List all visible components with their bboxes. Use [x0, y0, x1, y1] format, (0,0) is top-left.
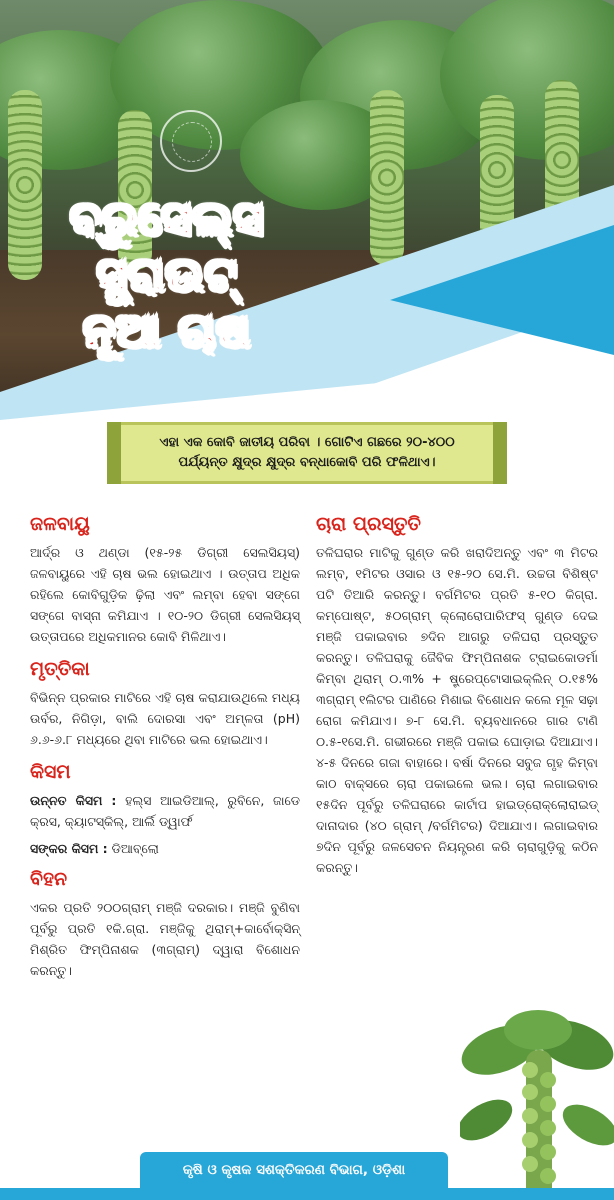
climate-text: ଆର୍ଦ୍ର ଓ ଥଣ୍ଡା (୧୫-୨୫ ଡିଗ୍ରୀ ସେଲସିୟସ୍) ଜଳବାୟୁରେ ଏହି ଚାଷ ଭଲ ହୋଇଥାଏ । ଉତ୍ତାପ ଅଧିକ ରହିଲେ କୋବିଗୁଡ଼ିକ ଢ଼ିଲା ଏବଂ ଲମ୍ବା ହେବା ସଙ୍ଗେ ସଙ୍ଗେ ବାସ୍ନା କମିଯାଏ । ୧୦-୨୦ ଡିଗ୍ରୀ ସେଲସିୟସ୍ ଉତ୍ତାପରେ ଅଧିକମାନର କୋବି ମିଳିଥାଏ। [30, 545, 300, 644]
seed-text: ଏକର ପ୍ରତି ୨୦୦ଗ୍ରାମ୍ ମଞ୍ଜି ଦରକାର। ମଞ୍ଜି ବୁଣିବା ପୂର୍ବରୁ ପ୍ରତି ୧କି.ଗ୍ରା. ମଞ୍ଜିକୁ ଥିରାମ୍+କାର୍ବୋକ୍ସିନ୍ ମିଶ୍ରିତ ଫିମ୍ପିନାଶକ (୩ଗ୍ରାମ୍) ଦ୍ୱାରା ବିଶୋଧନ କରନ୍ତୁ। [30, 900, 300, 978]
hero-photo [0, 0, 614, 420]
brussels-sprout-plant-icon [460, 1010, 614, 1200]
hybrid-varieties-label: ସଙ୍କର କିସମ : [30, 841, 108, 856]
improved-varieties-label: ଉନ୍ନତ କିସମ : [30, 793, 117, 808]
footer-bar [0, 1188, 614, 1200]
varieties-heading: କିସମ [30, 761, 71, 783]
climate-heading: ଜଳବାୟୁ [30, 513, 90, 535]
seed-heading: ବିହନ [30, 868, 68, 890]
intro-text: ଏହା ଏକ କୋବି ଜାତୀୟ ପରିବା । ଗୋଟିଏ ଗଛରେ ୨୦-୪୦୦ ପର୍ଯ୍ୟନ୍ତ କ୍ଷୁଦ୍ର କ୍ଷୁଦ୍ର ବନ୍ଧାକୋବି ପରି ଫଳିଥାଏ। [159, 435, 455, 470]
improved-varieties-value: ହଲ୍ସ ଆଇଡିଆଲ୍, ରୁବିନେ, ଜାଡେ କ୍ରସ, କ୍ୟାଟସ୍କିଲ୍, ଆର୍ଲି ଡ୍ୱାର୍ଫ [30, 793, 301, 829]
title-line-1: ବ୍ରୁସେଲ୍ସ ସ୍ପ୍ରାଉଟ୍ [69, 191, 265, 301]
left-column [30, 510, 300, 989]
department-footer: କୃଷି ଓ କୃଷକ ସଶକ୍ତିକରଣ ବିଭାଗ, ଓଡ଼ିଶା [140, 1152, 448, 1188]
hybrid-varieties-value: ଡିଆବ୍ଲୋ [111, 841, 159, 856]
soil-heading: ମୃତ୍ତିକା [30, 658, 90, 680]
title-line-2: ନୂଆ ଚାଷ [83, 303, 251, 357]
hybrid-varieties [30, 838, 300, 859]
nursery-text: ତଳିଘରାର ମାଟିକୁ ଗୁଣ୍ଡ କରି ଖରାଦିଅନ୍ତୁ ଏବଂ ୩ ମିଟର ଲମ୍ବ, ୧ମିଟର ଓସାର ଓ ୧୫-୨୦ ସେ.ମି. ଉଚ୍ଚତା ବିଶିଷ୍ଟ ପଟି ତିଆରି କରନ୍ତୁ। ବର୍ଗମିଟର ପ୍ରତି ୫-୧୦ କିଗ୍ରା. କମ୍ପୋଷ୍ଟ, ୫୦ଗ୍ରାମ୍ କ୍ଲୋରୋପାରିଫସ୍ ଗୁଣ୍ଡ ଦେଇ ମଞ୍ଜି ପକାଇବାର ୭ଦିନ ଆଗରୁ ତଳିଘରା ପ୍ରସ୍ତୁତ କରନ୍ତୁ। ତଳିଘରାକୁ ଜୈବିକ ଫିମ୍ପିନାଶକ ଟ୍ରାଇକୋଡର୍ମା କିମ୍ବା ଥିରାମ୍ ୦.୩% + ଷ୍ଟ୍ରେପ୍ଟୋସାଇକ୍ଲିନ୍ ୦.୧୫% ୩ଗ୍ରାମ୍ ୧ଲିଟର ପାଣିରେ ମିଶାଇ ବିଶୋଧନ କଲେ ମୂଳ ସଢ଼ା ରୋଗ କମିଯାଏ। ୭-୮ ସେ.ମି. ବ୍ୟବଧାନରେ ଗାର ଟାଣି ୦.୫-୧ସେ.ମି. ଗଭୀରରେ ମଞ୍ଜି ପକାଇ ଘୋଡ଼ାଇ ଦିଆଯାଏ। ୪-୫ ଦିନରେ ଗଜା ବାହାରେ। ବର୍ଷା ଦିନରେ ସବୁଜ ଗୃହ କିମ୍ବା କାଠ ବାକ୍ସରେ ଚାରା ପକାଇଲେ ଭଲ। ଚାରା ଲଗାଇବାର ୧୫ଦିନ ପୂର୍ବରୁ ତଳିଘରାରେ କାର୍ଟାପ ହାଇଡ୍ରୋକ୍ଲୋରାଇଡ୍ ଦାନାଦାର (୪୦ ଗ୍ରାମ୍ /ବର୍ଗମିଟର) ଦିଆଯାଏ। ଲଗାଇବାର ୭ଦିନ ପୂର୍ବରୁ ଜଳସେଚନ ନିୟନ୍ତ୍ରଣ କରି ଚାରାଗୁଡ଼ିକୁ କଠିନ କରନ୍ତୁ। [316, 545, 598, 875]
improved-varieties [30, 790, 300, 832]
soil-text: ବିଭିନ୍ନ ପ୍ରକାର ମାଟିରେ ଏହି ଚାଷ କରାଯାଉଥିଲେ ମଧ୍ୟ ଉର୍ବର, ନିଗିଡ଼ା, ବାଲି ଦୋରସା ଏବଂ ଅମ୍ଳତା (pH) ୬.୬-୬.୮ ମଧ୍ୟରେ ଥିବା ମାଟିରେ ଭଲ ହୋଇଥାଏ। [30, 690, 300, 747]
right-column [316, 510, 598, 886]
nursery-heading: ଚାରା ପ୍ରସ୍ତୁତି [316, 513, 421, 535]
poster-title [22, 190, 312, 358]
intro-banner [118, 422, 496, 484]
